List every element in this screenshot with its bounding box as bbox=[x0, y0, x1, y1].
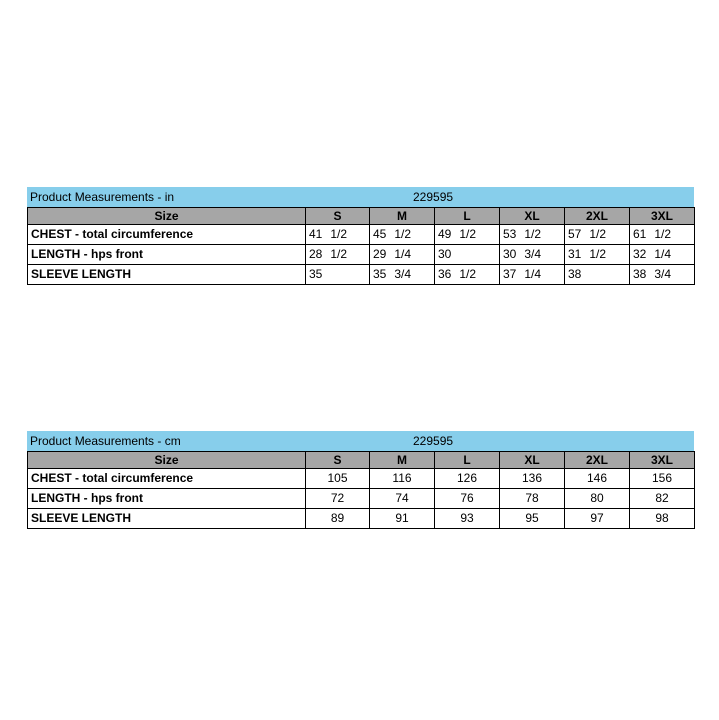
value-cell: 78 bbox=[500, 489, 565, 509]
value-cell bbox=[630, 225, 695, 245]
value-fraction: 1/2 bbox=[459, 267, 477, 281]
row-label: CHEST - total circumference bbox=[28, 469, 306, 489]
value-cell bbox=[435, 225, 500, 245]
header-cell: 3XL bbox=[630, 452, 695, 469]
value-fraction: 1/2 bbox=[589, 227, 607, 241]
header-cell: S bbox=[306, 452, 370, 469]
table-row bbox=[28, 509, 695, 529]
value-whole: 30 bbox=[438, 247, 452, 261]
value-cell: 156 bbox=[630, 469, 695, 489]
value-fraction: 3/4 bbox=[654, 267, 672, 281]
value-cell: 82 bbox=[630, 489, 695, 509]
value-cell: 74 bbox=[370, 489, 435, 509]
value-fraction: 1/4 bbox=[654, 247, 672, 261]
header-row bbox=[28, 452, 695, 469]
value-whole: 38 bbox=[633, 267, 647, 281]
value-cell bbox=[435, 265, 500, 285]
header-cell: L bbox=[435, 452, 500, 469]
header-cell: 2XL bbox=[565, 452, 630, 469]
value-whole: 45 bbox=[373, 227, 387, 241]
header-cell: 2XL bbox=[565, 208, 630, 225]
table-row bbox=[28, 489, 695, 509]
title-bar-cm bbox=[27, 431, 694, 451]
value-cell: 126 bbox=[435, 469, 500, 489]
title-bar-inches bbox=[27, 187, 694, 207]
value-cell bbox=[306, 265, 370, 285]
value-fraction: 1/2 bbox=[524, 227, 542, 241]
value-cell bbox=[500, 245, 565, 265]
measurements-cm-block bbox=[27, 431, 694, 529]
header-cell: M bbox=[370, 452, 435, 469]
value-cell: 80 bbox=[565, 489, 630, 509]
value-whole: 36 bbox=[438, 267, 452, 281]
table-row bbox=[28, 469, 695, 489]
value-cell: 72 bbox=[306, 489, 370, 509]
value-whole: 53 bbox=[503, 227, 517, 241]
header-cell: Size bbox=[28, 452, 306, 469]
value-fraction: 1/2 bbox=[394, 227, 412, 241]
header-cell: XL bbox=[500, 208, 565, 225]
measurements-inches-block bbox=[27, 187, 694, 285]
value-cell bbox=[500, 225, 565, 245]
table-row bbox=[28, 225, 695, 245]
value-cell: 76 bbox=[435, 489, 500, 509]
header-cell: S bbox=[306, 208, 370, 225]
header-row bbox=[28, 208, 695, 225]
value-cell: 91 bbox=[370, 509, 435, 529]
value-cell: 95 bbox=[500, 509, 565, 529]
value-fraction: 1/4 bbox=[394, 247, 412, 261]
value-cell bbox=[630, 245, 695, 265]
value-cell bbox=[630, 265, 695, 285]
value-whole: 41 bbox=[309, 227, 323, 241]
header-cell: XL bbox=[500, 452, 565, 469]
value-fraction: 1/2 bbox=[654, 227, 672, 241]
value-whole: 37 bbox=[503, 267, 517, 281]
value-cell: 89 bbox=[306, 509, 370, 529]
value-cell: 136 bbox=[500, 469, 565, 489]
value-whole: 28 bbox=[309, 247, 323, 261]
row-label: LENGTH - hps front bbox=[28, 489, 306, 509]
value-fraction: 3/4 bbox=[524, 247, 542, 261]
value-whole: 38 bbox=[568, 267, 582, 281]
value-whole: 30 bbox=[503, 247, 517, 261]
header-cell: L bbox=[435, 208, 500, 225]
value-cell bbox=[370, 225, 435, 245]
value-cell bbox=[565, 245, 630, 265]
value-whole: 57 bbox=[568, 227, 582, 241]
measurements-table-cm bbox=[27, 451, 695, 529]
table-row bbox=[28, 245, 695, 265]
value-cell: 93 bbox=[435, 509, 500, 529]
table-row bbox=[28, 265, 695, 285]
value-fraction: 1/4 bbox=[524, 267, 542, 281]
value-fraction: 3/4 bbox=[394, 267, 412, 281]
value-cell bbox=[370, 265, 435, 285]
value-whole: 32 bbox=[633, 247, 647, 261]
measurements-table-inches bbox=[27, 207, 695, 285]
value-cell: 97 bbox=[565, 509, 630, 529]
style-number-cm: 229595 bbox=[413, 434, 454, 448]
value-cell bbox=[565, 265, 630, 285]
value-whole: 35 bbox=[309, 267, 323, 281]
row-label: LENGTH - hps front bbox=[28, 245, 306, 265]
table-title-cm: Product Measurements - cm bbox=[30, 434, 181, 448]
value-whole: 35 bbox=[373, 267, 387, 281]
value-cell bbox=[370, 245, 435, 265]
value-fraction: 1/2 bbox=[330, 227, 348, 241]
value-whole: 29 bbox=[373, 247, 387, 261]
value-fraction: 1/2 bbox=[330, 247, 348, 261]
value-cell: 98 bbox=[630, 509, 695, 529]
value-cell bbox=[435, 245, 500, 265]
value-fraction: 1/2 bbox=[589, 247, 607, 261]
value-fraction: 1/2 bbox=[459, 227, 477, 241]
value-cell bbox=[306, 225, 370, 245]
value-cell: 146 bbox=[565, 469, 630, 489]
style-number-inches: 229595 bbox=[413, 190, 454, 204]
row-label: CHEST - total circumference bbox=[28, 225, 306, 245]
value-whole: 49 bbox=[438, 227, 452, 241]
header-cell: 3XL bbox=[630, 208, 695, 225]
header-cell: M bbox=[370, 208, 435, 225]
row-label: SLEEVE LENGTH bbox=[28, 509, 306, 529]
value-whole: 31 bbox=[568, 247, 582, 261]
table-title-inches: Product Measurements - in bbox=[30, 190, 175, 204]
row-label: SLEEVE LENGTH bbox=[28, 265, 306, 285]
value-cell bbox=[565, 225, 630, 245]
value-cell bbox=[306, 245, 370, 265]
value-whole: 61 bbox=[633, 227, 647, 241]
value-cell bbox=[500, 265, 565, 285]
header-cell: Size bbox=[28, 208, 306, 225]
value-cell: 116 bbox=[370, 469, 435, 489]
value-cell: 105 bbox=[306, 469, 370, 489]
